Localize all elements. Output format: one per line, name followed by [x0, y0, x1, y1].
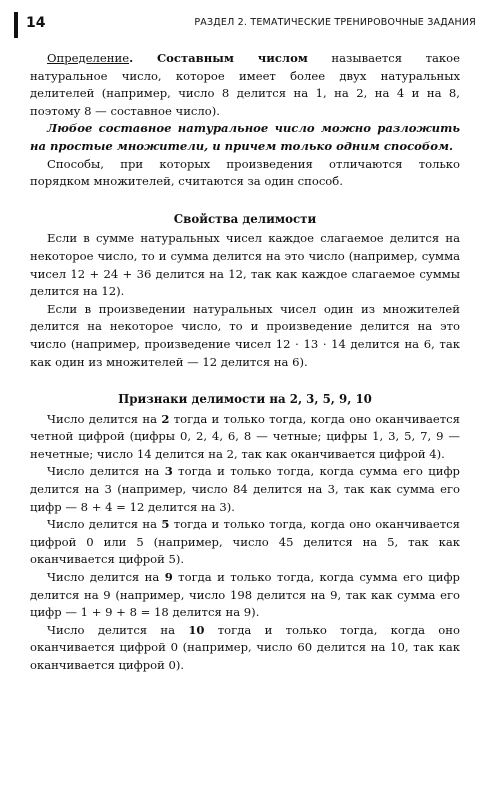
- rule-number: 9: [164, 570, 173, 585]
- definition-term: Определение: [47, 51, 130, 65]
- rule-pre: Число делится на: [47, 411, 162, 426]
- rule-divisible-3: [30, 463, 460, 516]
- section-title: РАЗДЕЛ 2. ТЕМАТИЧЕСКИЕ ТРЕНИРОВОЧНЫЕ ЗАДАНИЯ: [194, 17, 476, 28]
- rule-number: 3: [164, 464, 173, 479]
- rule-post: тогда и только тогда, когда сумма его цифр делится на 9 (например, число 198 делится на 9, так как сумма его цифр — 1 + 9 + 8 = 18 делится на 9).: [30, 570, 460, 620]
- factorization-statement: Любое составное натуральное число можно разложить на простые множители, и причем только одним способом.: [30, 121, 460, 153]
- property-sum: Если в сумме натуральных чисел каждое слагаемое делится на некоторое число, то и сумма делится на это число (например, сумма чисел 12 + 24 + 36 делится на 12, так как каждое слагаемое суммы делится на 12).: [30, 231, 460, 299]
- rule-pre: Число делится на: [47, 570, 165, 585]
- rule-pre: Число делится на: [47, 517, 162, 532]
- rule-divisible-10: [30, 622, 460, 675]
- rule-number: 2: [161, 411, 170, 426]
- methods-note: Способы, при которых произведения отличаются только порядком множителей, считаются за один способ.: [30, 156, 460, 189]
- rule-post: тогда и только тогда, когда оно оканчивается цифрой 0 или 5 (например, число 45 делится на 5, так как оканчивается цифрой 5).: [30, 517, 460, 567]
- rule-post: тогда и только тогда, когда сумма его цифр делится на 3 (например, число 84 делится на 3, так как сумма его цифр — 8 + 4 = 12 делится на 3).: [30, 464, 460, 514]
- definition-paragraph: [30, 50, 460, 120]
- rule-pre: Число делится на: [47, 464, 165, 479]
- rule-divisible-2: [30, 411, 460, 464]
- definition-text: называется такое натуральное число, которое имеет более двух натуральных делителей (например, число 8 делится на 1, на 2, на 4 и на 8, поэтому 8 — составное число).: [30, 51, 460, 118]
- rule-post: тогда и только тогда, когда оно оканчивается цифрой 0 (например, число 60 делится на 10, так как оканчивается цифрой 0).: [30, 622, 460, 672]
- rule-number: 5: [161, 517, 170, 532]
- property-product: Если в произведении натуральных чисел один из множителей делится на некоторое число, то и произведение делится на это число (например, произведение чисел 12 · 13 · 14 делится на 6, так как один из множителей — 12 делится на 6).: [30, 301, 460, 369]
- rule-divisible-5: [30, 516, 460, 569]
- definition-lead: . Составным числом: [129, 51, 308, 65]
- section-heading-tests: Признаки делимости на 2, 3, 5, 9, 10: [118, 392, 372, 407]
- section-heading-properties: Свойства делимости: [173, 211, 317, 226]
- page-header: [14, 12, 476, 36]
- rule-divisible-9: [30, 569, 460, 622]
- rule-number: 10: [188, 622, 205, 637]
- rule-pre: Число делится на: [47, 622, 189, 637]
- page-number: 14: [26, 15, 46, 31]
- page-body: [30, 50, 460, 675]
- rule-post: тогда и только тогда, когда оно оканчивается четной цифрой (цифры 0, 2, 4, 6, 8 — четные; цифры 1, 3, 5, 7, 9 — нечетные; число 14 делится на 2, так как оканчивается цифрой 4).: [30, 411, 460, 461]
- header-rule: [14, 12, 18, 38]
